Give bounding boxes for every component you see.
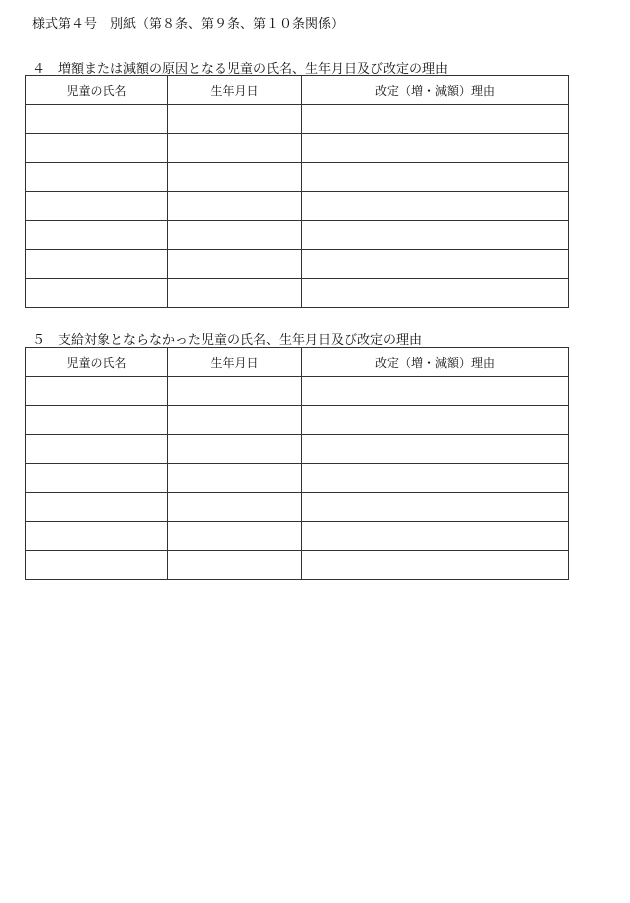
birthdate-cell[interactable] (168, 406, 302, 435)
column-header-reason: 改定（増・減額）理由 (302, 348, 569, 377)
table-row (26, 522, 569, 551)
birthdate-cell[interactable] (168, 435, 302, 464)
table-header-row (26, 76, 569, 105)
section-5-table (25, 347, 569, 580)
reason-cell[interactable] (302, 279, 569, 308)
name-cell[interactable] (26, 435, 168, 464)
name-cell[interactable] (26, 221, 168, 250)
table-row (26, 250, 569, 279)
reason-cell[interactable] (302, 105, 569, 134)
section-5-rows (26, 377, 569, 580)
name-cell[interactable] (26, 377, 168, 406)
birthdate-cell[interactable] (168, 221, 302, 250)
birthdate-cell[interactable] (168, 377, 302, 406)
column-header-birthdate: 生年月日 (168, 76, 302, 105)
name-cell[interactable] (26, 406, 168, 435)
column-header-name: 児童の氏名 (26, 76, 168, 105)
name-cell[interactable] (26, 464, 168, 493)
reason-cell[interactable] (302, 192, 569, 221)
section-4-rows (26, 105, 569, 308)
birthdate-cell[interactable] (168, 192, 302, 221)
name-cell[interactable] (26, 279, 168, 308)
name-cell[interactable] (26, 522, 168, 551)
birthdate-cell[interactable] (168, 522, 302, 551)
table-row (26, 192, 569, 221)
column-header-reason: 改定（増・減額）理由 (302, 76, 569, 105)
name-cell[interactable] (26, 134, 168, 163)
name-cell[interactable] (26, 163, 168, 192)
section-5-title (32, 329, 422, 348)
birthdate-cell[interactable] (168, 493, 302, 522)
table-row (26, 464, 569, 493)
birthdate-cell[interactable] (168, 163, 302, 192)
reason-cell[interactable] (302, 406, 569, 435)
birthdate-cell[interactable] (168, 279, 302, 308)
name-cell[interactable] (26, 250, 168, 279)
section-4-title-text: 増額または減額の原因となる児童の氏名、生年月日及び改定の理由 (58, 62, 449, 77)
section-5-title-text: 支給対象とならなかった児童の氏名、生年月日及び改定の理由 (58, 333, 423, 348)
birthdate-cell[interactable] (168, 464, 302, 493)
column-header-birthdate: 生年月日 (168, 348, 302, 377)
table-row (26, 279, 569, 308)
reason-cell[interactable] (302, 221, 569, 250)
section-4-table (25, 75, 569, 308)
column-header-name: 児童の氏名 (26, 348, 168, 377)
table-row (26, 221, 569, 250)
name-cell[interactable] (26, 105, 168, 134)
table-row (26, 406, 569, 435)
table-row (26, 551, 569, 580)
section-5-number: ５ (32, 333, 46, 348)
name-cell[interactable] (26, 551, 168, 580)
form-header-title: 様式第４号 別紙（第８条、第９条、第１０条関係） (32, 17, 345, 32)
table-row (26, 163, 569, 192)
table-row (26, 493, 569, 522)
table-header-row (26, 348, 569, 377)
reason-cell[interactable] (302, 551, 569, 580)
table-row (26, 377, 569, 406)
birthdate-cell[interactable] (168, 134, 302, 163)
reason-cell[interactable] (302, 250, 569, 279)
table-row (26, 134, 569, 163)
reason-cell[interactable] (302, 522, 569, 551)
section-4-number: ４ (32, 62, 46, 77)
reason-cell[interactable] (302, 134, 569, 163)
birthdate-cell[interactable] (168, 105, 302, 134)
name-cell[interactable] (26, 493, 168, 522)
reason-cell[interactable] (302, 464, 569, 493)
reason-cell[interactable] (302, 435, 569, 464)
birthdate-cell[interactable] (168, 250, 302, 279)
reason-cell[interactable] (302, 493, 569, 522)
birthdate-cell[interactable] (168, 551, 302, 580)
table-row (26, 435, 569, 464)
reason-cell[interactable] (302, 377, 569, 406)
name-cell[interactable] (26, 192, 168, 221)
reason-cell[interactable] (302, 163, 569, 192)
table-row (26, 105, 569, 134)
